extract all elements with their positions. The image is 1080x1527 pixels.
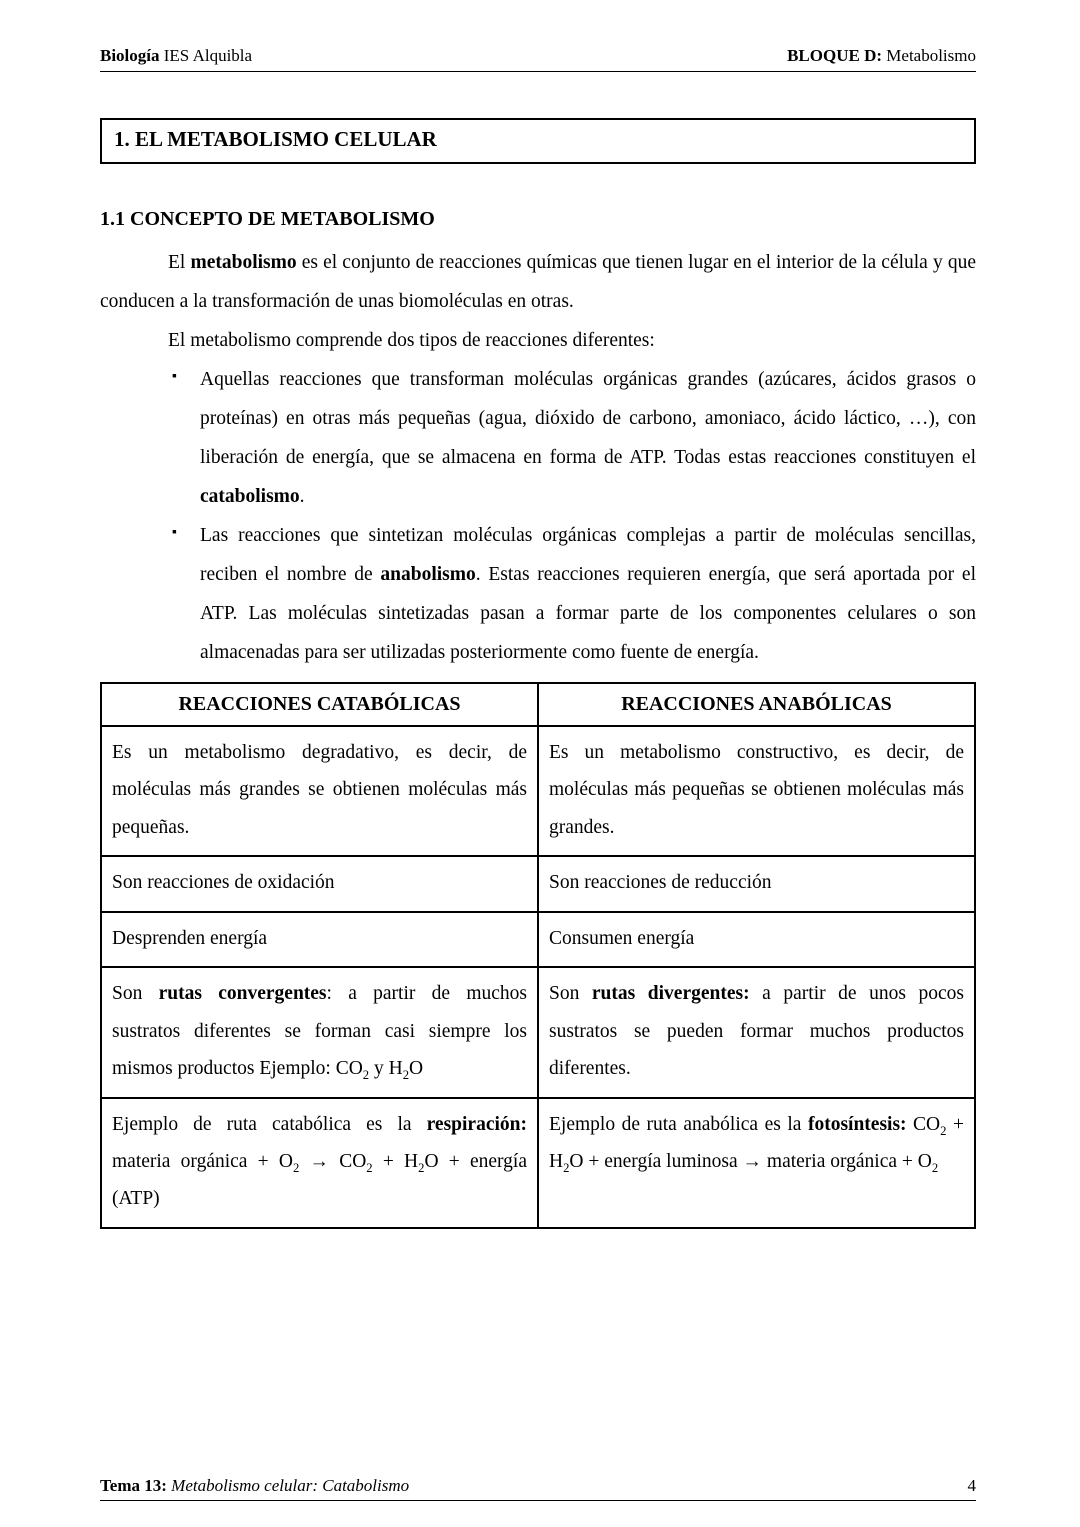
subsection-heading: 1.1 CONCEPTO DE METABOLISMO <box>100 208 435 230</box>
table-row <box>101 967 975 1097</box>
section-title: 1. EL METABOLISMO CELULAR <box>114 127 437 151</box>
anabolic-cell-reduccion: Son reacciones de reducción <box>538 856 975 911</box>
catabolic-cell-rutas: Son rutas convergentes: a partir de muchos sustratos diferentes se forman casi siempre los mismos productos Ejemplo: $CO_2$ y $H_2O$ <box>101 967 538 1097</box>
catabolic-cell-ejemplo: Ejemplo de ruta catabólica es la respiración: materia orgánica + $O_2 \to CO_2 + H_2O$ + energía (ATP) <box>101 1098 538 1228</box>
table-row <box>101 856 975 911</box>
footer-topic-label: Tema 13: Metabolismo celular: Catabolismo <box>100 1476 410 1495</box>
bullet-text: Aquellas reacciones que transforman moléculas orgánicas grandes (azúcares, ácidos grasos o proteínas) en otras más pequeñas (agua, dióxido de carbono, amoniaco, ácido láctico, …), con liberación de energía, que se almacena en forma de ATP. Todas estas reacciones constituyen el catabolismo. <box>200 369 976 507</box>
table-header-catabolicas: REACCIONES CATABÓLICAS <box>101 683 538 726</box>
bullet-square-icon: ▪ <box>172 369 177 384</box>
bullet-list <box>100 360 976 672</box>
header-block-label: BLOQUE D: Metabolismo <box>787 46 976 65</box>
anabolic-cell-ejemplo: Ejemplo de ruta anabólica es la fotosíntesis: $CO_2 + H_2O$ + energía luminosa → materia orgánica + $O_2$ <box>538 1098 975 1228</box>
page-number: 4 <box>967 1476 976 1495</box>
bullet-square-icon: ▪ <box>172 525 177 540</box>
bullet-item-anabolismo <box>100 516 976 672</box>
header-course-label: Biología IES Alquibla <box>100 46 253 65</box>
catabolic-cell-energia: Desprenden energía <box>101 912 538 967</box>
table-header-anabolicas: REACCIONES ANABÓLICAS <box>538 683 975 726</box>
catabolic-cell-definition: Es un metabolismo degradativo, es decir, de moléculas más grandes se obtienen moléculas más pequeñas. <box>101 726 538 856</box>
section-title-box <box>100 118 976 164</box>
table-row <box>101 1098 975 1228</box>
page-footer <box>100 1476 976 1501</box>
anabolic-cell-rutas: Son rutas divergentes: a partir de unos pocos sustratos se pueden formar muchos productos diferentes. <box>538 967 975 1097</box>
table-row <box>101 726 975 856</box>
table-header-row <box>101 683 975 726</box>
bullet-item-catabolismo <box>100 360 976 516</box>
table-row <box>101 912 975 967</box>
bullet-text: Las reacciones que sintetizan moléculas orgánicas complejas a partir de moléculas sencillas, reciben el nombre de anabolismo. Estas reacciones requieren energía, que será aportada por el ATP. Las moléculas sintetizadas pasan a formar parte de los componentes celulares o son almacenadas para ser utilizadas posteriormente como fuente de energía. <box>200 525 976 663</box>
anabolic-cell-energia: Consumen energía <box>538 912 975 967</box>
paragraph-tipos-reacciones: El metabolismo comprende dos tipos de reacciones diferentes: <box>168 330 655 351</box>
catabolic-cell-oxidacion: Son reacciones de oxidación <box>101 856 538 911</box>
paragraph-metabolismo-definition: El metabolismo es el conjunto de reacciones químicas que tienen lugar en el interior de la célula y que conducen a la transformación de unas biomoléculas en otras. <box>100 252 976 312</box>
page-header <box>100 46 976 72</box>
anabolic-cell-definition: Es un metabolismo constructivo, es decir, de moléculas más pequeñas se obtienen moléculas más grandes. <box>538 726 975 856</box>
comparison-table <box>100 682 976 1229</box>
